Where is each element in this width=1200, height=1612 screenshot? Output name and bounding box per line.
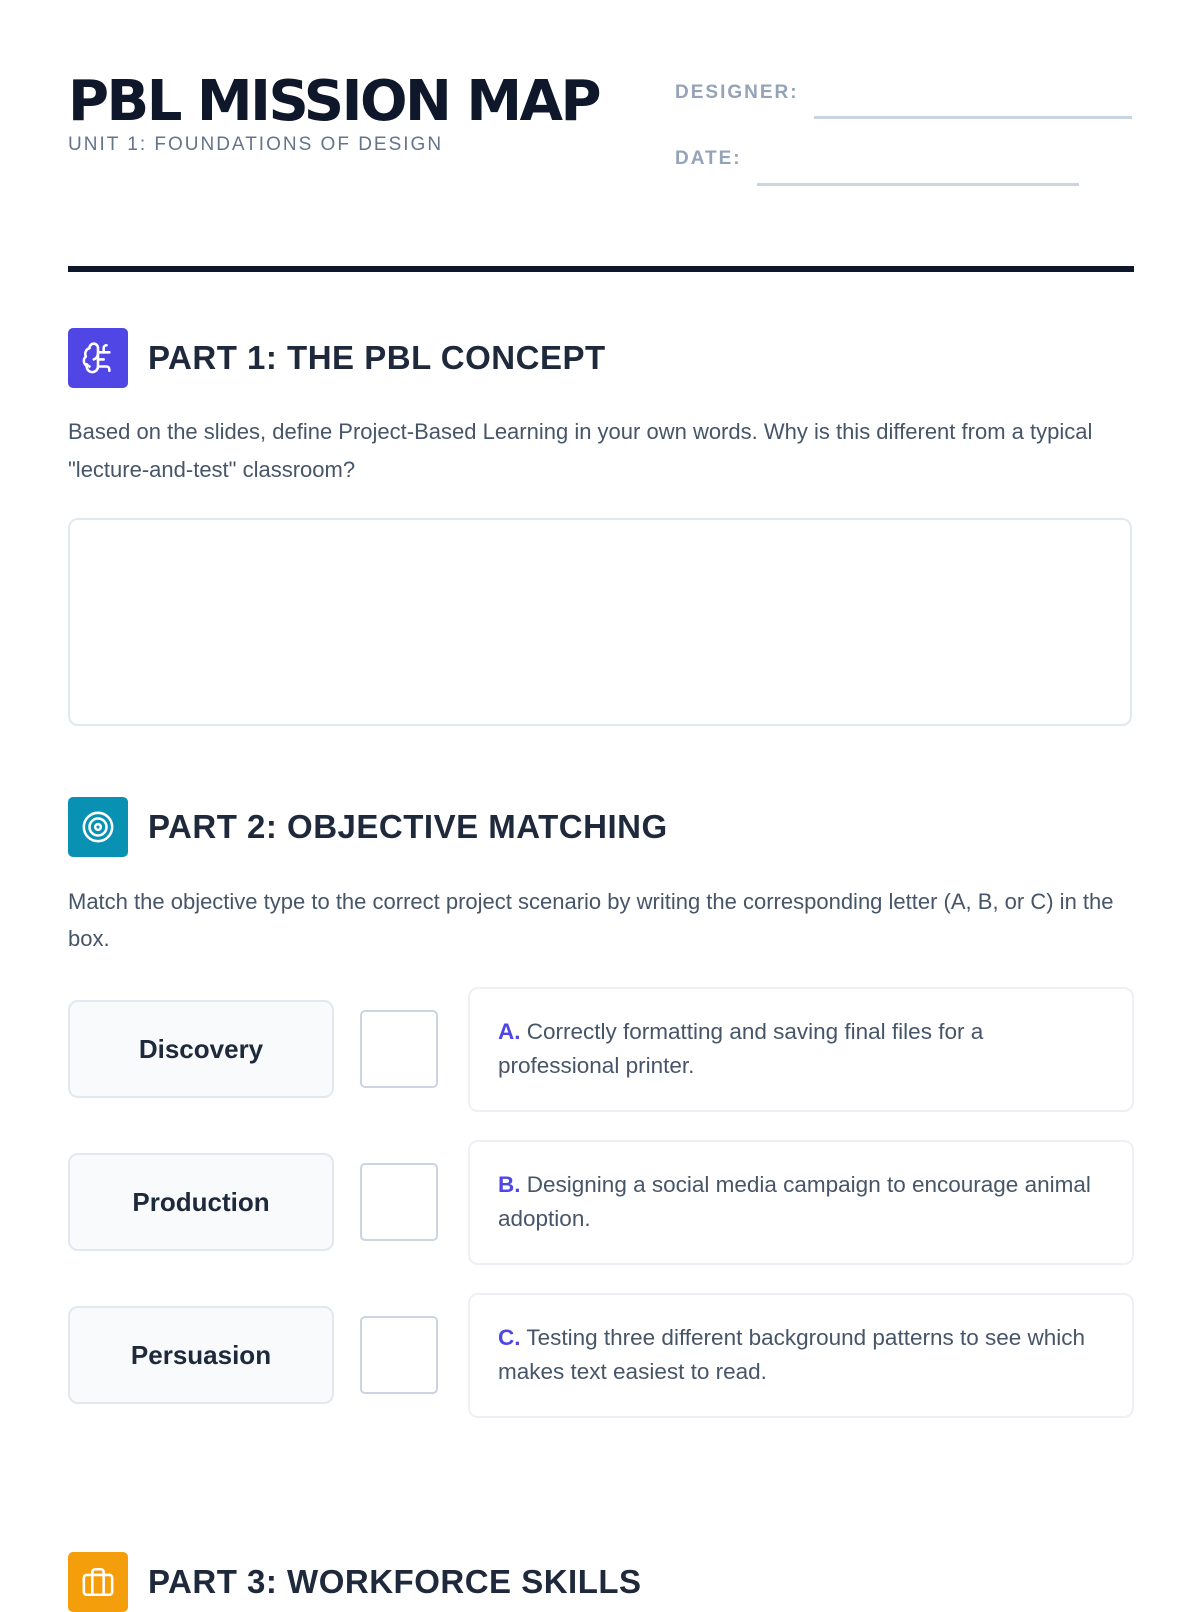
objective-term: Discovery [68, 1000, 334, 1098]
scenario-text: Correctly formatting and saving final files for a professional printer. [498, 1019, 984, 1078]
page-subtitle: UNIT 1: FOUNDATIONS OF DESIGN [68, 134, 444, 155]
scenario-card [468, 1293, 1134, 1418]
section-part3-title: PART 3: WORKFORCE SKILLS [148, 1563, 642, 1600]
objective-term: Production [68, 1153, 334, 1251]
answer-letter-box[interactable] [360, 1163, 438, 1241]
header-divider [68, 266, 1134, 272]
scenario-text: Testing three different background patterns to see which makes text easiest to read. [498, 1325, 1086, 1384]
scenario-card [468, 1140, 1134, 1265]
scenario-letter: C. [498, 1325, 521, 1350]
page-title: PBL MISSION MAP [68, 69, 600, 134]
scenario-text: Designing a social media campaign to encourage animal adoption. [498, 1172, 1091, 1231]
section-part2-title: PART 2: OBJECTIVE MATCHING [148, 808, 668, 845]
match-row [68, 1293, 1134, 1418]
part1-prompt: Based on the slides, define Project-Based Learning in your own words. Why is this different from a typical "lecture-and-test" classroom? [68, 419, 1093, 482]
section-part1-header [68, 328, 1134, 388]
date-field[interactable] [757, 183, 1079, 186]
objective-term: Persuasion [68, 1306, 334, 1404]
scenario-letter: B. [498, 1172, 521, 1197]
designer-field[interactable] [814, 116, 1132, 119]
scenario-card [468, 987, 1134, 1112]
worksheet-header [68, 70, 1134, 270]
answer-letter-box[interactable] [360, 1316, 438, 1394]
section-part1-title: PART 1: THE PBL CONCEPT [148, 339, 606, 376]
part2-prompt: Match the objective type to the correct project scenario by writing the corresponding letter (A, B, or C) in the box. [68, 889, 1114, 951]
target-icon [68, 797, 128, 857]
date-label: DATE: [675, 148, 742, 169]
match-row [68, 987, 1134, 1112]
designer-label: DESIGNER: [675, 82, 799, 103]
scenario-letter: A. [498, 1019, 521, 1044]
brain-icon [68, 328, 128, 388]
briefcase-icon [68, 1552, 128, 1612]
part1-answer-box[interactable] [68, 518, 1132, 726]
section-part3-header [68, 1552, 1134, 1612]
match-row [68, 1140, 1134, 1265]
section-part2-header [68, 797, 1134, 857]
answer-letter-box[interactable] [360, 1010, 438, 1088]
